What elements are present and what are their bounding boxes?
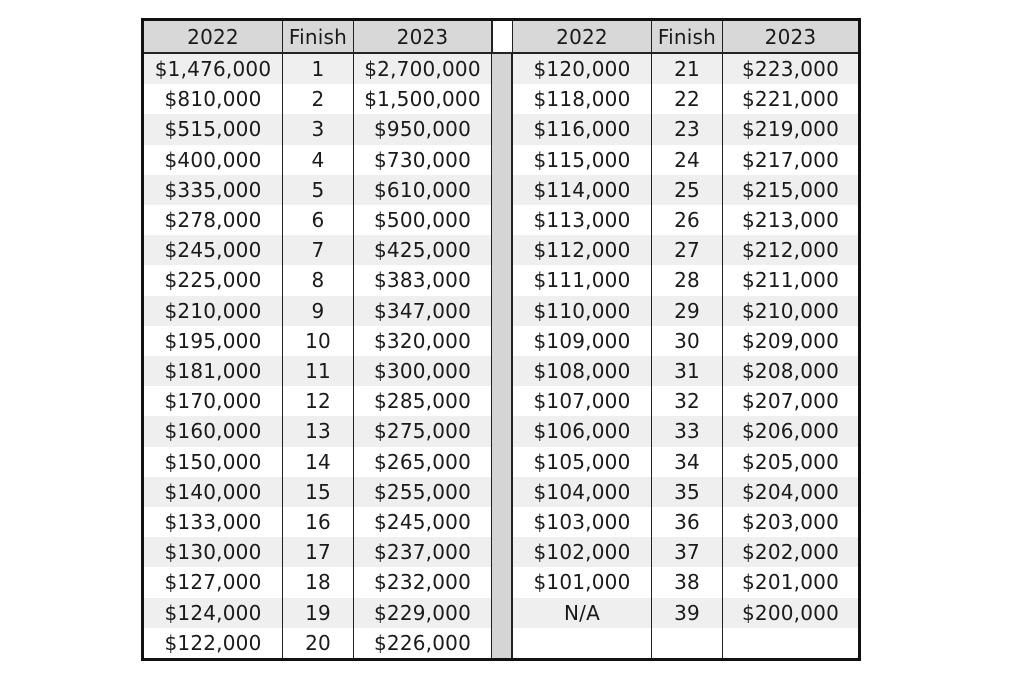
cell-finish-position: 38 (652, 567, 723, 597)
cell-finish-position: 16 (283, 507, 354, 537)
column-divider (492, 84, 513, 114)
cell-finish-position: 21 (652, 54, 723, 84)
cell-2022-payout: $112,000 (513, 235, 652, 265)
column-divider (492, 598, 513, 628)
cell-2023-payout: $425,000 (354, 235, 492, 265)
column-divider (492, 477, 513, 507)
cell-finish-position: 39 (652, 598, 723, 628)
cell-2022-payout: $160,000 (144, 416, 283, 446)
cell-finish-position: 6 (283, 205, 354, 235)
cell-finish-position: 17 (283, 537, 354, 567)
cell-2022-payout: $120,000 (513, 54, 652, 84)
cell-2022-payout: $110,000 (513, 296, 652, 326)
cell-2023-payout: $226,000 (354, 628, 492, 658)
column-divider (492, 175, 513, 205)
cell-2022-payout: $105,000 (513, 447, 652, 477)
cell-2022-payout: $127,000 (144, 567, 283, 597)
cell-2023-payout: $265,000 (354, 447, 492, 477)
cell-2023-payout: $212,000 (723, 235, 858, 265)
column-divider (492, 507, 513, 537)
cell-2022-payout: $140,000 (144, 477, 283, 507)
cell-finish-position: 22 (652, 84, 723, 114)
cell-finish-position: 7 (283, 235, 354, 265)
cell-2022-payout: $181,000 (144, 356, 283, 386)
cell-2023-payout: $215,000 (723, 175, 858, 205)
cell-2022-payout: $245,000 (144, 235, 283, 265)
cell-2023-payout: $223,000 (723, 54, 858, 84)
cell-finish-position: 27 (652, 235, 723, 265)
cell-2023-payout: $217,000 (723, 145, 858, 175)
cell-2022-payout: $104,000 (513, 477, 652, 507)
cell-finish-position: 33 (652, 416, 723, 446)
cell-2022-payout: $114,000 (513, 175, 652, 205)
cell-2022-payout: $170,000 (144, 386, 283, 416)
cell-2023-payout: $203,000 (723, 507, 858, 537)
cell-2023-payout (723, 628, 858, 658)
column-divider (492, 326, 513, 356)
cell-2023-payout: $202,000 (723, 537, 858, 567)
cell-finish-position: 37 (652, 537, 723, 567)
cell-2023-payout: $211,000 (723, 265, 858, 295)
cell-2022-payout: $116,000 (513, 114, 652, 144)
cell-2022-payout: $1,476,000 (144, 54, 283, 84)
cell-finish-position: 14 (283, 447, 354, 477)
cell-2023-payout: $285,000 (354, 386, 492, 416)
cell-2022-payout: $109,000 (513, 326, 652, 356)
cell-finish-position: 26 (652, 205, 723, 235)
cell-2023-payout: $300,000 (354, 356, 492, 386)
cell-2023-payout: $610,000 (354, 175, 492, 205)
cell-2022-payout: $124,000 (144, 598, 283, 628)
cell-2022-payout: $108,000 (513, 356, 652, 386)
cell-finish-position: 3 (283, 114, 354, 144)
cell-finish-position (652, 628, 723, 658)
cell-2022-payout: $150,000 (144, 447, 283, 477)
cell-finish-position: 10 (283, 326, 354, 356)
cell-2023-payout: $221,000 (723, 84, 858, 114)
column-divider (492, 447, 513, 477)
column-divider (492, 235, 513, 265)
cell-2023-payout: $1,500,000 (354, 84, 492, 114)
cell-finish-position: 1 (283, 54, 354, 84)
header-left-2022: 2022 (144, 21, 283, 54)
cell-2023-payout: $210,000 (723, 296, 858, 326)
header-left-2023: 2023 (354, 21, 492, 54)
cell-2022-payout: $102,000 (513, 537, 652, 567)
column-divider (492, 537, 513, 567)
cell-2023-payout: $237,000 (354, 537, 492, 567)
cell-2022-payout: $515,000 (144, 114, 283, 144)
cell-2022-payout: $118,000 (513, 84, 652, 114)
column-divider (492, 416, 513, 446)
cell-2023-payout: $232,000 (354, 567, 492, 597)
cell-2023-payout: $201,000 (723, 567, 858, 597)
cell-2023-payout: $205,000 (723, 447, 858, 477)
cell-2023-payout: $209,000 (723, 326, 858, 356)
cell-2023-payout: $200,000 (723, 598, 858, 628)
cell-2023-payout: $730,000 (354, 145, 492, 175)
header-right-2022: 2022 (513, 21, 652, 54)
cell-2023-payout: $275,000 (354, 416, 492, 446)
cell-2022-payout: $113,000 (513, 205, 652, 235)
cell-finish-position: 8 (283, 265, 354, 295)
payout-comparison-table (141, 18, 861, 661)
cell-2023-payout: $255,000 (354, 477, 492, 507)
cell-finish-position: 11 (283, 356, 354, 386)
cell-finish-position: 20 (283, 628, 354, 658)
cell-2022-payout: $133,000 (144, 507, 283, 537)
cell-2022-payout: $335,000 (144, 175, 283, 205)
cell-finish-position: 9 (283, 296, 354, 326)
cell-finish-position: 31 (652, 356, 723, 386)
cell-finish-position: 25 (652, 175, 723, 205)
cell-finish-position: 29 (652, 296, 723, 326)
cell-2023-payout: $245,000 (354, 507, 492, 537)
cell-2022-payout: $810,000 (144, 84, 283, 114)
cell-finish-position: 13 (283, 416, 354, 446)
cell-2022-payout: $101,000 (513, 567, 652, 597)
cell-2023-payout: $2,700,000 (354, 54, 492, 84)
column-divider (492, 54, 513, 84)
column-divider (492, 296, 513, 326)
column-divider (492, 114, 513, 144)
header-left-finish: Finish (283, 21, 354, 54)
column-divider (492, 356, 513, 386)
cell-finish-position: 35 (652, 477, 723, 507)
column-divider (492, 386, 513, 416)
cell-finish-position: 4 (283, 145, 354, 175)
cell-2022-payout: $115,000 (513, 145, 652, 175)
cell-2023-payout: $219,000 (723, 114, 858, 144)
cell-2023-payout: $950,000 (354, 114, 492, 144)
cell-2022-payout: $103,000 (513, 507, 652, 537)
column-divider (492, 145, 513, 175)
cell-finish-position: 15 (283, 477, 354, 507)
cell-finish-position: 30 (652, 326, 723, 356)
cell-2023-payout: $229,000 (354, 598, 492, 628)
cell-2023-payout: $206,000 (723, 416, 858, 446)
cell-2023-payout: $320,000 (354, 326, 492, 356)
cell-2022-payout: N/A (513, 598, 652, 628)
cell-2022-payout: $130,000 (144, 537, 283, 567)
cell-finish-position: 19 (283, 598, 354, 628)
cell-finish-position: 5 (283, 175, 354, 205)
cell-2023-payout: $213,000 (723, 205, 858, 235)
cell-2023-payout: $500,000 (354, 205, 492, 235)
cell-2023-payout: $208,000 (723, 356, 858, 386)
cell-finish-position: 12 (283, 386, 354, 416)
column-divider (492, 628, 513, 658)
cell-2022-payout: $210,000 (144, 296, 283, 326)
cell-2023-payout: $383,000 (354, 265, 492, 295)
header-right-2023: 2023 (723, 21, 858, 54)
cell-2022-payout (513, 628, 652, 658)
cell-finish-position: 23 (652, 114, 723, 144)
cell-finish-position: 34 (652, 447, 723, 477)
cell-2022-payout: $107,000 (513, 386, 652, 416)
cell-2022-payout: $400,000 (144, 145, 283, 175)
cell-2022-payout: $106,000 (513, 416, 652, 446)
cell-finish-position: 36 (652, 507, 723, 537)
cell-2023-payout: $347,000 (354, 296, 492, 326)
cell-2022-payout: $278,000 (144, 205, 283, 235)
cell-2022-payout: $225,000 (144, 265, 283, 295)
cell-2023-payout: $204,000 (723, 477, 858, 507)
header-divider (492, 21, 513, 54)
cell-finish-position: 24 (652, 145, 723, 175)
cell-2022-payout: $111,000 (513, 265, 652, 295)
cell-finish-position: 2 (283, 84, 354, 114)
column-divider (492, 205, 513, 235)
column-divider (492, 265, 513, 295)
cell-2023-payout: $207,000 (723, 386, 858, 416)
cell-finish-position: 32 (652, 386, 723, 416)
header-right-finish: Finish (652, 21, 723, 54)
cell-finish-position: 18 (283, 567, 354, 597)
column-divider (492, 567, 513, 597)
cell-2022-payout: $195,000 (144, 326, 283, 356)
cell-finish-position: 28 (652, 265, 723, 295)
cell-2022-payout: $122,000 (144, 628, 283, 658)
